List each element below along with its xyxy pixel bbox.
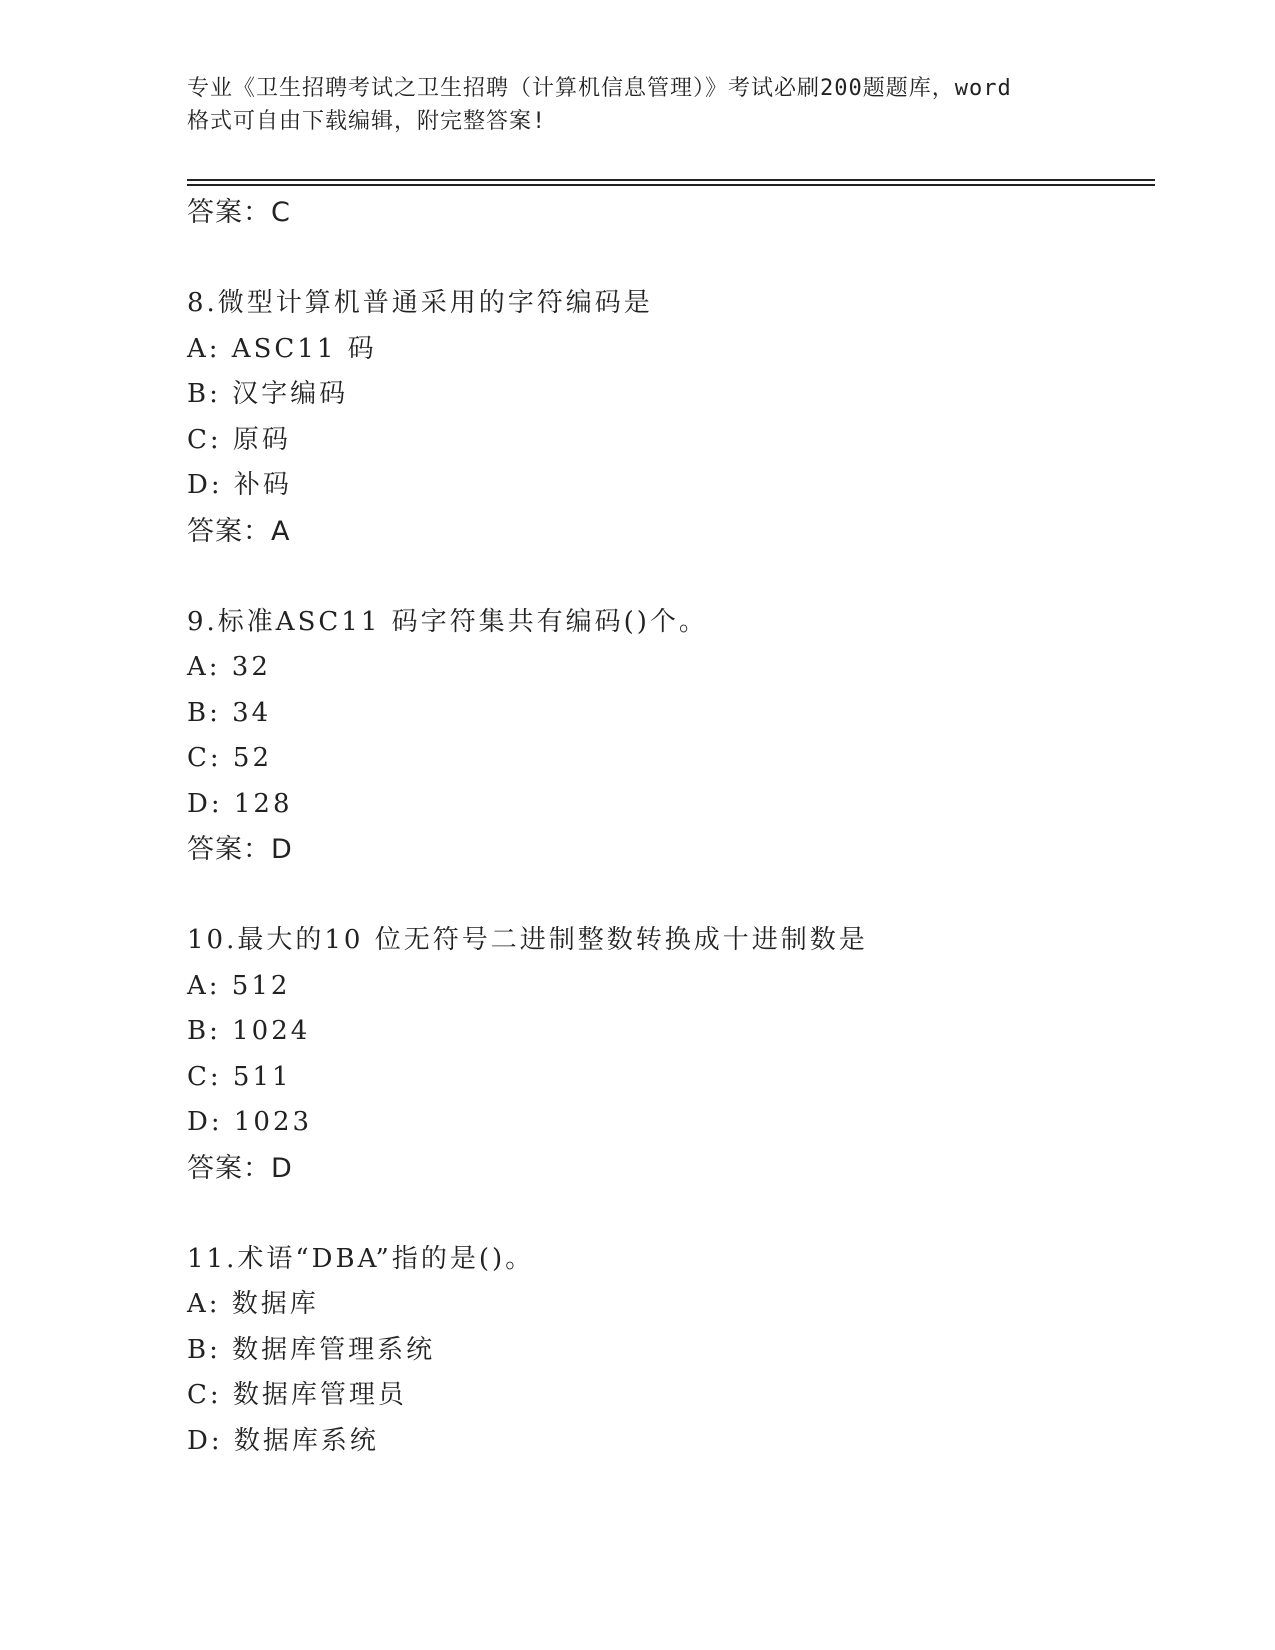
spacer: [187, 1191, 1155, 1237]
question-stem: 9.标准ASC11 码字符集共有编码()个。: [187, 606, 708, 637]
spacer: [187, 236, 1155, 282]
option-b: B: 34: [187, 697, 272, 728]
option-c: C: 原码: [187, 424, 291, 455]
question-content: [187, 190, 1155, 1464]
option-d: D: 数据库系统: [187, 1425, 379, 1456]
option-c: C: 数据库管理员: [187, 1380, 407, 1410]
header-line-1: 专业《卫生招聘考试之卫生招聘（计算机信息管理）》考试必刷200题题库，word: [187, 76, 1012, 101]
option-b: B: 1024: [187, 1016, 311, 1046]
answer-label: 答案：C: [187, 197, 291, 228]
answer-label: 答案：D: [187, 834, 293, 865]
option-c: C: 52: [187, 743, 273, 773]
option-a: A: 32: [187, 652, 271, 682]
question-stem: 10.最大的10 位无符号二进制整数转换成十进制数是: [187, 925, 868, 955]
option-a: A: 512: [187, 970, 291, 1001]
header-divider-top: [187, 179, 1155, 181]
option-c: C: 511: [187, 1061, 292, 1092]
option-a: A: ASC11 码: [187, 333, 377, 364]
option-d: D: 128: [187, 788, 293, 819]
question-11: [187, 1237, 1155, 1465]
option-b: B: 数据库管理系统: [187, 1334, 436, 1365]
header-divider-bottom: [187, 184, 1155, 186]
question-8: [187, 281, 1155, 554]
question-10: [187, 918, 1155, 1191]
question-stem: 11.术语“DBA”指的是()。: [187, 1243, 535, 1274]
spacer: [187, 554, 1155, 600]
header-line-2: 格式可自由下载编辑，附完整答案!: [187, 109, 547, 134]
answer-label: 答案：A: [187, 515, 291, 547]
option-a: A: 数据库: [187, 1289, 319, 1319]
answer-label: 答案：D: [187, 1152, 293, 1184]
document-header: [187, 72, 1087, 138]
question-9: [187, 600, 1155, 873]
option-b: B: 汉字编码: [187, 379, 349, 409]
question-stem: 8.微型计算机普通采用的字符编码是: [187, 288, 653, 318]
option-d: D: 1023: [187, 1107, 313, 1137]
option-d: D: 补码: [187, 470, 292, 500]
spacer: [187, 873, 1155, 919]
